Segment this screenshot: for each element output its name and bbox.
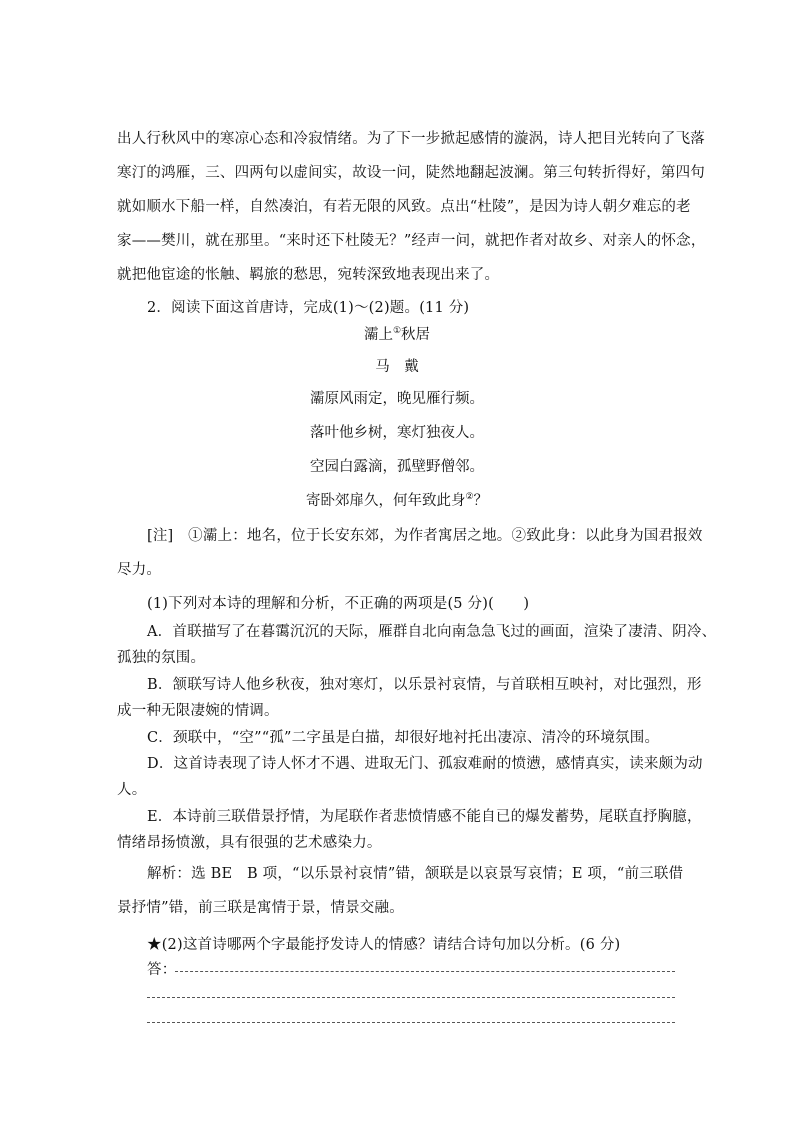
option-c-line-1: C．颈联中，“空”“孤”二字虽是白描，却很好地衬托出凄凉、清冷的环境氛围。 <box>147 730 660 746</box>
poem-line-4 <box>0 489 794 510</box>
poem-title-note-mark: ① <box>392 326 402 337</box>
sub-question-1: (1)下列对本诗的理解和分析，不正确的两项是(5 分)( ) <box>147 596 530 612</box>
answer-analysis-line-2: 景抒情”错，前三联是寓情于景，情景交融。 <box>117 900 404 916</box>
poem-notes-line-1: [注] ①灞上：地名，位于长安东郊，为作者寓居之地。②致此身：以此身为国君报效 <box>147 528 703 544</box>
answer-blank-line-3[interactable] <box>147 1022 675 1023</box>
analysis-line-5: 就把他宦途的怅触、羁旅的愁思，宛转深致地表现出来了。 <box>117 267 500 283</box>
option-b-line-2: 成一种无限凄婉的情调。 <box>117 703 279 719</box>
poem-title <box>0 323 794 344</box>
answer-blank-line-1[interactable] <box>175 971 675 972</box>
option-d-line-2: 人。 <box>117 782 147 798</box>
option-e-line-1: E．本诗前三联借景抒情，为尾联作者悲愤情感不能自已的爆发蓄势，尾联直抒胸臆， <box>147 809 702 825</box>
poem-line-2: 落叶他乡树，寒灯独夜人。 <box>310 425 484 441</box>
poem-author: 马 戴 <box>375 359 419 375</box>
analysis-line-4: 家——樊川，就在那里。“来时还下杜陵无？”经声一问，就把作者对故乡、对亲人的怀念， <box>117 233 706 249</box>
option-e-line-2: 情绪昂扬愤激，具有很强的艺术感染力。 <box>117 835 382 851</box>
poem-line-4-post: ？ <box>473 493 489 509</box>
poem-title-pre: 灞上 <box>363 327 393 343</box>
poem-notes-line-2: 尽力。 <box>117 562 162 578</box>
sub-question-2: ★(2)这首诗哪两个字最能抒发诗人的情感？请结合诗句加以分析。(6 分) <box>147 937 621 953</box>
poem-line-4-pre: 寄卧郊扉久，何年致此身 <box>305 493 466 509</box>
poem-title-post: 秋居 <box>401 327 431 343</box>
poem-line-3: 空园白露滴，孤壁野僧邻。 <box>310 459 484 475</box>
poem-line-4-note-mark: ② <box>465 492 474 503</box>
analysis-line-1: 出人行秋风中的寒凉心态和冷寂情绪。为了下一步掀起感情的漩涡，诗人把目光转向了飞落 <box>117 131 705 147</box>
answer-label: 答： <box>147 962 177 978</box>
option-a-line-2: 孤独的氛围。 <box>117 650 206 666</box>
analysis-line-3: 就如顺水下船一样，自然凑泊，有若无限的风致。点出“杜陵”，是因为诗人朝夕难忘的老 <box>117 199 691 215</box>
option-d-line-1: D．这首诗表现了诗人怀才不遇、进取无门、孤寂难耐的愤懑，感情真实，读来颇为动 <box>147 756 703 772</box>
poem-line-1: 灞原风雨定，晚见雁行频。 <box>310 391 484 407</box>
analysis-line-2: 寒汀的鸿雁，三、四两句以虚间实，故设一问，陡然地翻起波澜。第三句转折得好，第四句 <box>117 165 705 181</box>
question-2-intro: 2．阅读下面这首唐诗，完成(1)～(2)题。(11 分) <box>147 300 470 316</box>
option-b-line-1: B．颔联写诗人他乡秋夜，独对寒灯，以乐景衬哀情，与首联相互映衬，对比强烈，形 <box>147 677 702 693</box>
answer-blank-line-2[interactable] <box>147 997 675 998</box>
answer-analysis-line-1: 解析：选 BE B 项，“以乐景衬哀情”错，颔联是以哀景写哀情；E 项，“前三联借 <box>147 866 684 882</box>
option-a-line-1: A．首联描写了在暮霭沉沉的天际，雁群自北向南急急飞过的画面，渲染了凄清、阴冷、 <box>147 624 717 640</box>
